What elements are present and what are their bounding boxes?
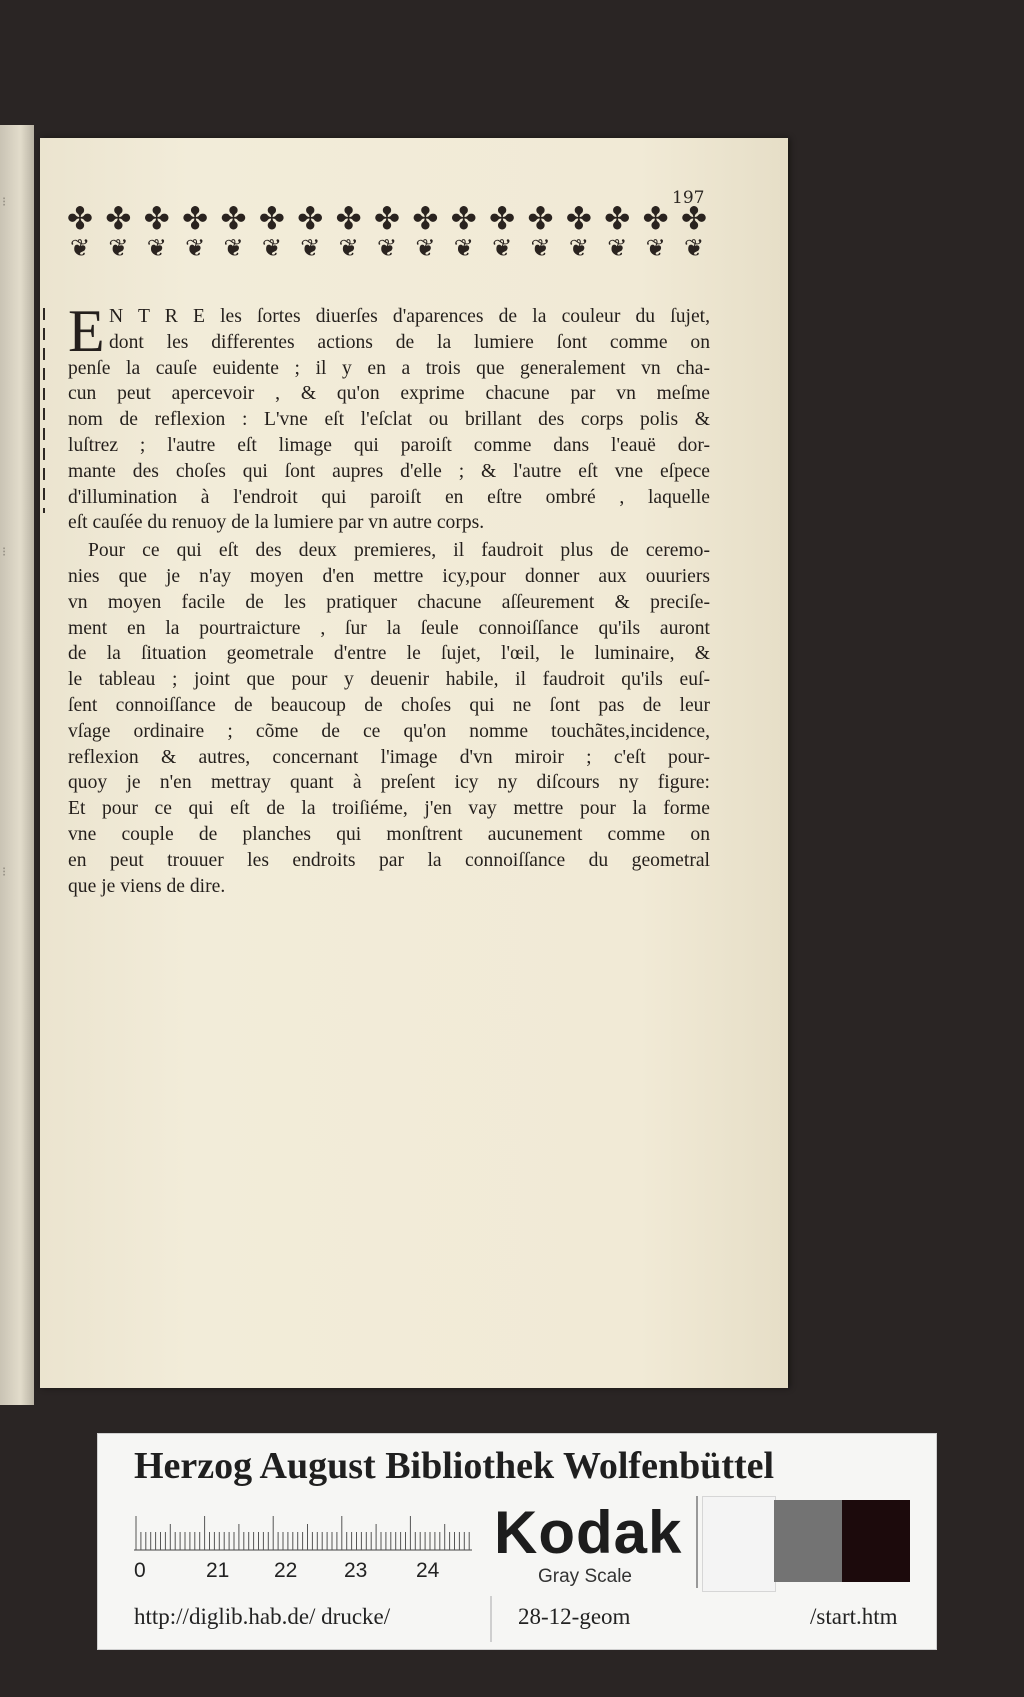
fleuron-icon: ✤ bbox=[412, 201, 439, 237]
fleuron-icon: ✤ bbox=[450, 201, 477, 237]
fleuron-icon: ✤ bbox=[67, 201, 93, 237]
fleuron-icon: ❦ bbox=[185, 234, 206, 262]
paragraph-2 bbox=[68, 538, 710, 899]
text-line: eſt cauſée du renuoy de la lumiere par vn autre corps. bbox=[68, 512, 485, 534]
bleed-through-mark: ⁝ bbox=[2, 545, 7, 560]
ruler-label: 23 bbox=[344, 1559, 368, 1582]
fleuron-icon: ❦ bbox=[415, 234, 436, 262]
adjacent-page-edge bbox=[0, 125, 34, 1405]
text-line: mante des choſes qui ſont aupres d'elle ; & l'autre eſt vne eſpece bbox=[68, 460, 710, 482]
fleuron-icon: ✤ bbox=[681, 201, 707, 237]
fleuron-icon: ❦ bbox=[530, 234, 551, 262]
fleuron-icon: ✤ bbox=[565, 201, 592, 237]
text-line: de la ſituation geometrale d'entre le ſujet, l'œil, le luminaire, & bbox=[68, 643, 710, 665]
url-document-id: 28-12-geom bbox=[518, 1604, 631, 1629]
bleed-through-mark: ⁝ bbox=[2, 865, 7, 880]
scale-ruler bbox=[134, 1512, 472, 1552]
fleuron-icon: ❦ bbox=[69, 234, 91, 262]
fleuron-icon: ❦ bbox=[261, 234, 282, 262]
grayscale-label: Gray Scale bbox=[538, 1566, 632, 1587]
fleuron-icon: ✤ bbox=[527, 201, 554, 237]
ruler-label: 24 bbox=[416, 1559, 440, 1582]
text-line: Pour ce qui eſt des deux premieres, il faudroit plus de ceremo- bbox=[88, 540, 710, 562]
text-line: que je viens de dire. bbox=[68, 875, 226, 897]
fleuron-icon: ✤ bbox=[220, 201, 247, 237]
fleuron-icon: ✤ bbox=[335, 201, 362, 237]
bleed-through-mark: ⁝ bbox=[2, 195, 7, 210]
fleuron-icon: ✤ bbox=[297, 201, 324, 237]
fleuron-icon: ❦ bbox=[146, 234, 167, 262]
text-line: en peut trouuer les endroits par la connoiſſance du geometral bbox=[68, 849, 710, 871]
text-line: cun peut apercevoir , & qu'on exprime chacune par vn meſme bbox=[68, 383, 710, 405]
text-line: penſe la cauſe euidente ; il y en a trois que generalement vn cha- bbox=[68, 357, 710, 379]
fleuron-icon: ✤ bbox=[642, 201, 669, 237]
text-line: ment en la pourtraicture , ſur la ſeule connoiſſance qu'ils auront bbox=[68, 617, 710, 639]
ornament-row-top bbox=[62, 201, 712, 237]
fleuron-icon: ✤ bbox=[604, 201, 631, 237]
drop-cap: E bbox=[68, 298, 105, 364]
text-line: vne couple de planches qui monſtrent aucunement comme on bbox=[68, 823, 710, 845]
ruler-label: 21 bbox=[206, 1559, 230, 1582]
text-line: nom de reflexion : L'vne eſt l'eſclat ou brillant des corps polis & bbox=[68, 409, 710, 431]
headpiece-ornament bbox=[62, 201, 712, 262]
text-line: Et pour ce qui eſt de la troiſiéme, j'en vay mettre pour la forme bbox=[68, 798, 710, 820]
text-line: vn moyen facile de les pratiquer chacune aſſeurement & preciſe- bbox=[68, 591, 710, 613]
divider bbox=[696, 1496, 698, 1588]
color-target-card bbox=[97, 1433, 937, 1650]
text-line: d'illumination à l'endroit qui paroiſt en eſtre ombré , laquelle bbox=[68, 486, 710, 508]
fleuron-icon: ❦ bbox=[338, 234, 359, 262]
text-line: dont les differentes actions de la lumiere ſont comme on bbox=[109, 331, 710, 353]
ruler-labels bbox=[134, 1559, 474, 1585]
page-number: 197 bbox=[672, 188, 705, 208]
text-line: N T R E les ſortes diuerſes d'aparences de la couleur du ſujet, bbox=[109, 306, 710, 327]
url-prefix: http://diglib.hab.de/ drucke/ bbox=[134, 1604, 391, 1629]
fleuron-icon: ✤ bbox=[143, 201, 170, 237]
text-line: quoy je n'en mettray quant à preſent icy ny diſcours ny figure: bbox=[68, 772, 710, 794]
margin-rule bbox=[43, 308, 45, 513]
fleuron-icon: ❦ bbox=[492, 234, 513, 262]
white-swatch bbox=[702, 1496, 776, 1592]
mid-gray-swatch bbox=[774, 1500, 842, 1582]
fleuron-icon: ❦ bbox=[376, 234, 398, 262]
kodak-logo: Kodak bbox=[494, 1499, 683, 1566]
fleuron-icon: ✤ bbox=[258, 201, 285, 237]
library-title: Herzog August Bibliothek Wolfenbüttel bbox=[134, 1445, 775, 1487]
divider bbox=[490, 1596, 492, 1642]
fleuron-icon: ❦ bbox=[108, 234, 129, 262]
fleuron-icon: ❦ bbox=[645, 234, 666, 262]
fleuron-icon: ✤ bbox=[105, 201, 132, 237]
fleuron-icon: ❦ bbox=[223, 234, 244, 262]
fleuron-icon: ❦ bbox=[453, 234, 474, 262]
text-line: nies que je n'ay moyen d'en mettre icy,pour donner aux ouuriers bbox=[68, 565, 710, 587]
fleuron-icon: ❦ bbox=[683, 234, 705, 262]
body-text bbox=[68, 298, 710, 899]
ruler-label: 0 bbox=[134, 1559, 146, 1582]
dark-swatch bbox=[842, 1500, 910, 1582]
text-line: le tableau ; joint que pour y deuenir habile, il faudroit qu'ils euſ- bbox=[68, 669, 710, 691]
text-line: vſage ordinaire ; cõme de ce qu'on nomme touchãtes,incidence, bbox=[68, 720, 710, 742]
text-line: ſent connoiſſance de beaucoup de choſes qui ne ſont pas de leur bbox=[68, 694, 710, 716]
text-line: luſtrez ; l'autre eſt limage qui paroiſt comme dans l'eauë dor- bbox=[68, 434, 710, 456]
text-line: reflexion & autres, concernant l'image d'vn miroir ; c'eſt pour- bbox=[68, 746, 710, 768]
fleuron-icon: ❦ bbox=[607, 234, 628, 262]
book-page bbox=[40, 138, 788, 1388]
fleuron-icon: ✤ bbox=[374, 201, 400, 237]
ornament-row-bottom bbox=[62, 236, 712, 260]
fleuron-icon: ❦ bbox=[300, 234, 321, 262]
ruler-label: 22 bbox=[274, 1559, 298, 1582]
fleuron-icon: ✤ bbox=[489, 201, 516, 237]
url-suffix: /start.htm bbox=[810, 1604, 898, 1629]
fleuron-icon: ❦ bbox=[568, 234, 589, 262]
fleuron-icon: ✤ bbox=[182, 201, 209, 237]
paragraph-1 bbox=[68, 298, 710, 536]
